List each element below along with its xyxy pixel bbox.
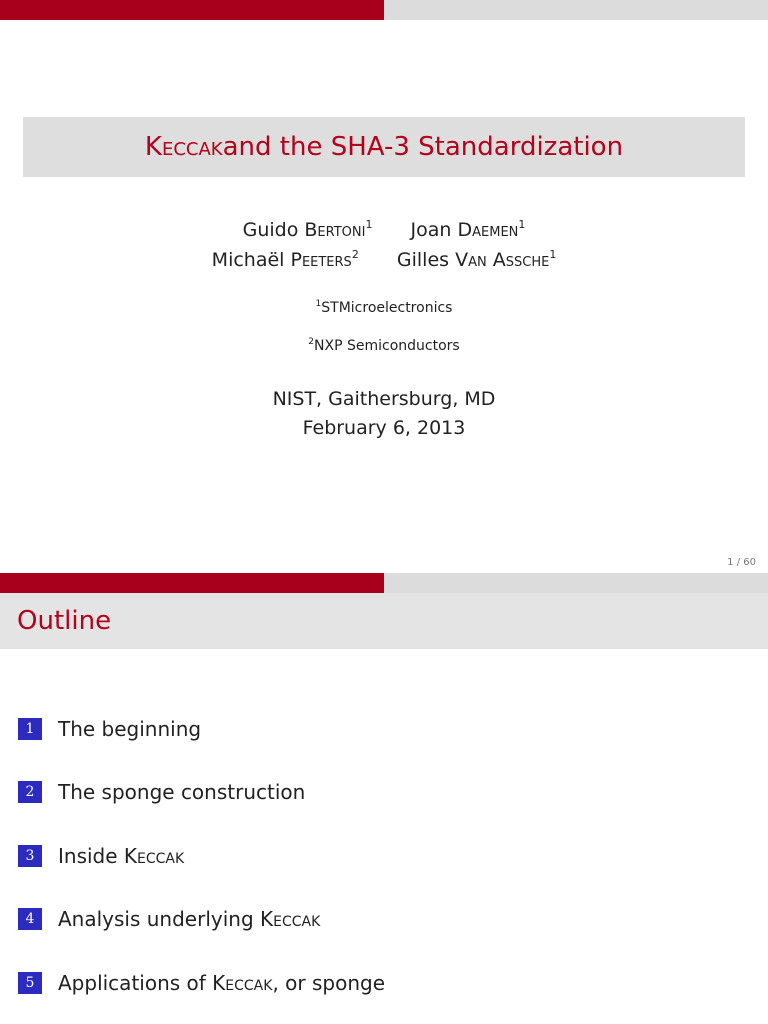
author-4: Gilles Van Assche$^1$ <box>396 248 557 271</box>
toc-number-badge: 2 <box>18 781 42 803</box>
toc-number-badge: 5 <box>18 972 42 994</box>
outline-slide <box>0 573 768 1024</box>
toc-label: The sponge construction <box>58 780 306 804</box>
author-row-2 <box>0 245 768 275</box>
affiliation-1: $^1$STMicroelectronics <box>315 299 453 316</box>
toc-number-badge: 3 <box>18 845 42 867</box>
affiliation-2: $^2$NXP Semiconductors <box>308 337 460 354</box>
title-rest: and the SHA-3 Standardization <box>222 132 624 162</box>
author-1: Guido Bertoni$^1$ <box>242 218 373 241</box>
page-number: 1 / 60 <box>727 557 756 568</box>
toc-label: The beginning <box>58 717 202 741</box>
venue-date: February 6, 2013 <box>302 417 466 439</box>
progress-bar <box>0 0 768 20</box>
toc-number-badge: 1 <box>18 718 42 740</box>
author-2: Joan Daemen$^1$ <box>410 218 526 241</box>
progress-bar <box>0 573 768 593</box>
venue-info <box>0 385 768 443</box>
progress-bar-filled <box>0 573 384 593</box>
author-3: Michaël Peeters$^2$ <box>211 248 359 271</box>
toc-number-badge: 4 <box>18 908 42 930</box>
outline-title: Outline <box>0 593 768 649</box>
progress-bar-empty <box>384 0 768 20</box>
title-keccak: Keccak <box>144 132 223 162</box>
toc-item-2[interactable] <box>18 780 305 804</box>
venue-location: NIST, Gaithersburg, MD <box>272 388 496 410</box>
progress-bar-filled <box>0 0 384 20</box>
toc-item-4[interactable] <box>18 907 320 931</box>
presentation-title <box>23 117 745 177</box>
toc-label: Inside Keccak <box>58 844 185 868</box>
toc-label: Analysis underlying Keccak <box>58 907 321 931</box>
toc-item-1[interactable] <box>18 717 201 741</box>
author-list <box>0 215 768 275</box>
progress-bar-empty <box>384 573 768 593</box>
toc-label: Applications of Keccak, or sponge <box>58 971 386 995</box>
author-row-1 <box>0 215 768 245</box>
toc-item-3[interactable] <box>18 844 184 868</box>
toc-item-5[interactable] <box>18 971 385 995</box>
